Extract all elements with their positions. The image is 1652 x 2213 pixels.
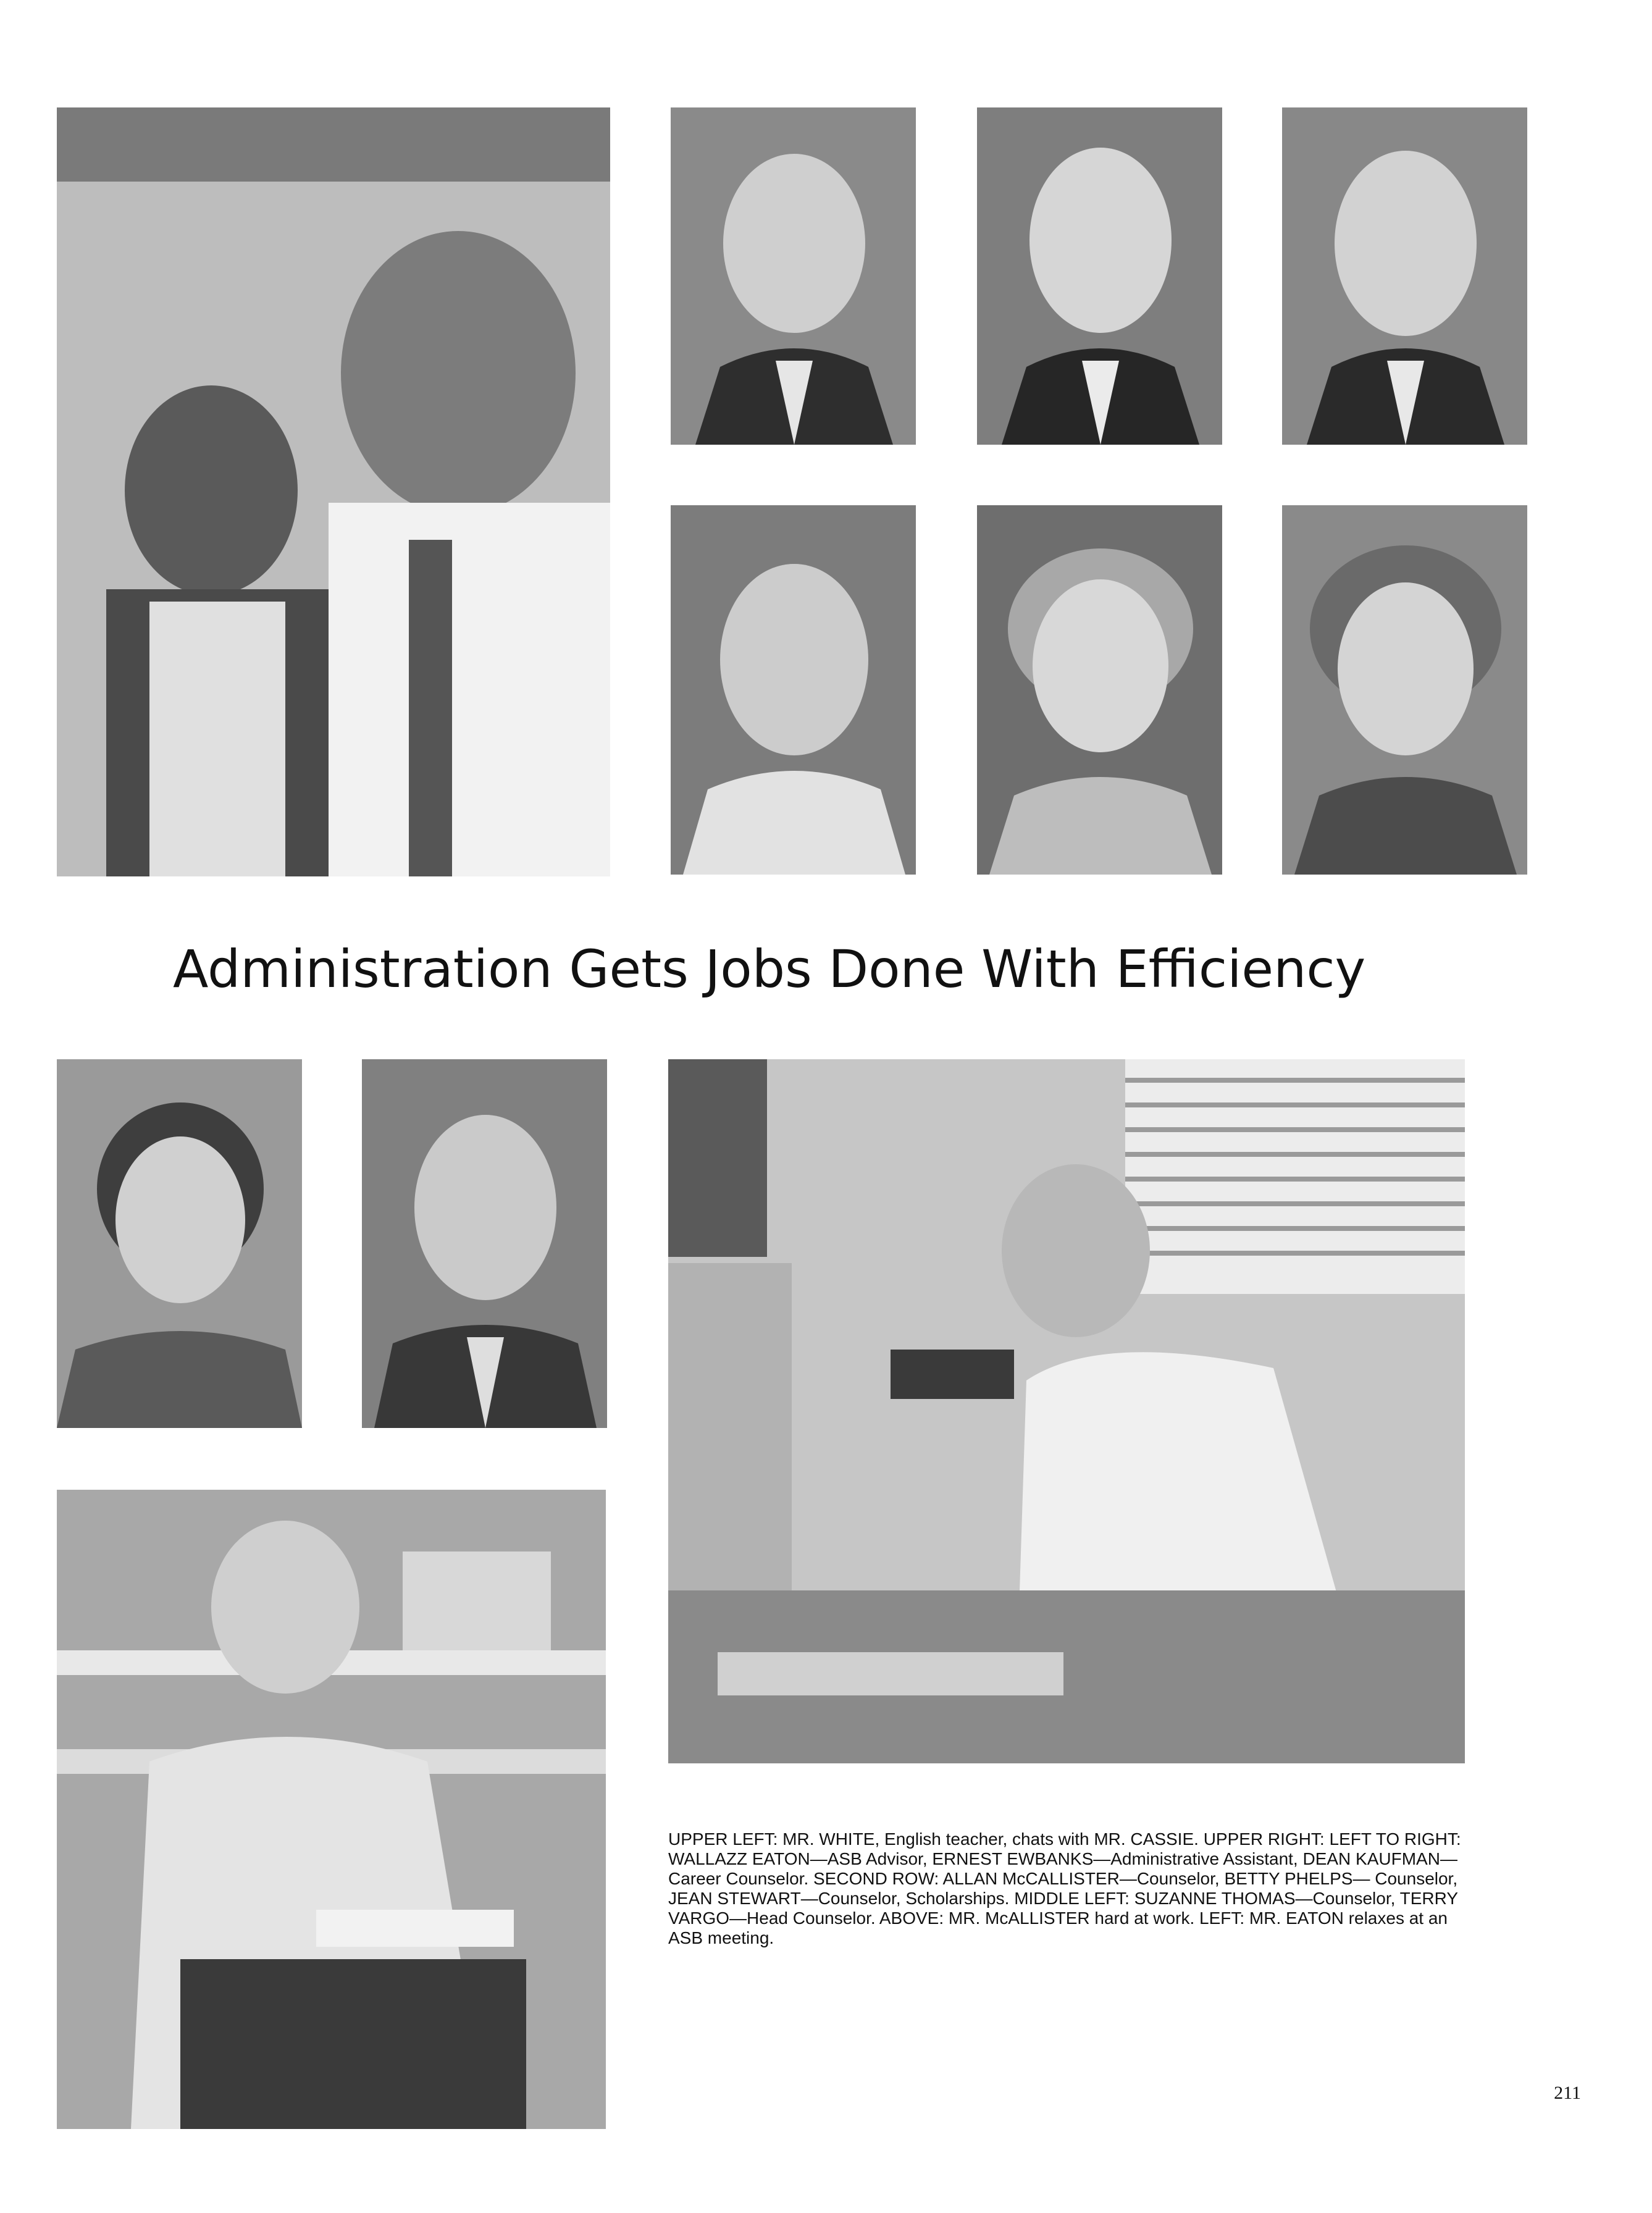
silhouette-two-men [57, 107, 610, 876]
portrait-silhouette [671, 505, 916, 875]
silhouette-seated-man [57, 1490, 606, 2129]
page-number: 211 [1554, 2083, 1581, 2103]
portrait-silhouette [671, 107, 916, 445]
portrait-dean-kaufman [1282, 107, 1527, 445]
portrait-silhouette [362, 1059, 607, 1428]
photo-mr-eaton-asb-meeting [57, 1490, 606, 2129]
silhouette-man-at-desk [668, 1059, 1465, 1763]
portrait-terry-vargo [362, 1059, 607, 1428]
photo-caption [668, 1829, 1471, 1948]
portrait-silhouette [57, 1059, 302, 1428]
portrait-silhouette [1282, 107, 1527, 445]
portrait-wallazz-eaton [671, 107, 916, 445]
portrait-jean-stewart [1282, 505, 1527, 875]
photo-upper-left-candid [57, 107, 610, 876]
page-headline: Administration Gets Jobs Done With Efficiency [173, 939, 1366, 999]
portrait-allan-mccallister [671, 505, 916, 875]
portrait-silhouette [1282, 505, 1527, 875]
portrait-silhouette [977, 505, 1222, 875]
portrait-ernest-ewbanks [977, 107, 1222, 445]
portrait-silhouette [977, 107, 1222, 445]
portrait-suzanne-thomas [57, 1059, 302, 1428]
portrait-betty-phelps [977, 505, 1222, 875]
photo-mr-mccallister-at-work [668, 1059, 1465, 1763]
caption-text: UPPER LEFT: MR. WHITE, English teacher, chats with MR. CASSIE. UPPER RIGHT: LEFT TO RIGHT: WALLAZZ EATON—ASB Advisor, ERNEST EWBANKS—Administrative Assistant, DEAN KAUFMAN—Career Counselor. SECOND ROW: ALLAN McCALLISTER—Counselor, BETTY PHELPS— Counselor, JEAN STEWART—Counselor, Scholarships. MIDDLE LEFT: SUZANNE THOMAS—Counselor, TERRY VARGO—Head Counselor. ABOVE: MR. McALLISTER hard at work. LEFT: MR. EATON relaxes at an ASB meeting. [668, 1829, 1461, 1947]
